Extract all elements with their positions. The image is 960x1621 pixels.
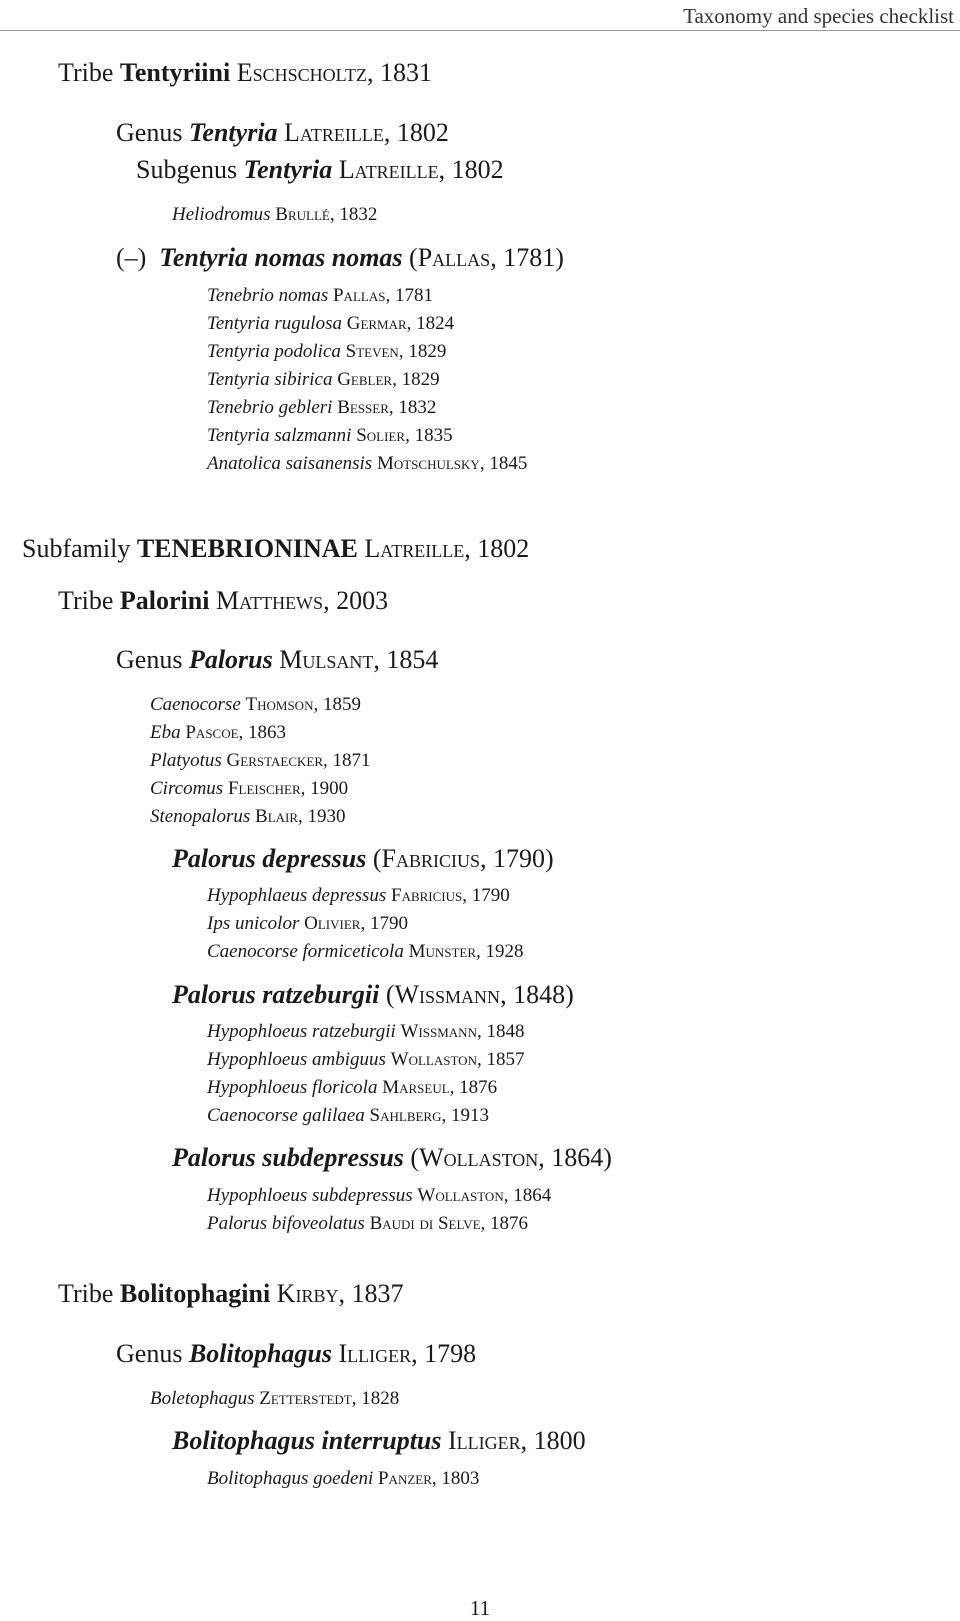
year: , 1832 (388, 397, 437, 418)
synonym-line (150, 750, 371, 772)
author: Marseul (382, 1077, 450, 1098)
author: Matthews (215, 586, 324, 615)
year: , 1829 (398, 341, 447, 362)
author: Wissmann (400, 1021, 477, 1042)
author: Eschscholtz (236, 58, 367, 87)
author: Latreille (338, 155, 439, 184)
paren-open: ( (409, 243, 418, 272)
author: Blair (255, 806, 299, 827)
taxon-name: Tentyria nomas nomas (159, 243, 403, 272)
synonym-name: Caenocorse (150, 694, 241, 715)
subfamily-heading (22, 534, 529, 564)
synonym-line (207, 285, 433, 307)
year: , 1845 (479, 453, 528, 474)
year: , 1913 (441, 1105, 489, 1126)
taxon-name: Palorini (119, 586, 210, 615)
year: , 1790 (360, 913, 408, 934)
synonym-line (207, 397, 436, 419)
synonym-name: Hypophloeus floricola (207, 1077, 378, 1098)
author: Motschulsky (376, 453, 480, 474)
author: Fabricius (381, 844, 480, 873)
author: Brullé (275, 204, 330, 225)
synonym-name: Palorus bifoveolatus (207, 1213, 365, 1234)
synonym-line (150, 778, 348, 800)
taxon-name: TENEBRIONINAE (136, 534, 358, 563)
synonym-line (207, 1077, 497, 1099)
year: , 1824 (406, 313, 455, 334)
year: , 1854 (373, 645, 439, 674)
year: , 1876 (480, 1213, 529, 1234)
year: , 1803 (431, 1468, 480, 1489)
author: Gebler (337, 369, 393, 390)
taxon-name: Bolitophagini (119, 1279, 271, 1308)
year: , 1864) (538, 1143, 612, 1172)
author: Sahlberg (369, 1105, 442, 1126)
species-palorus-subdepressus (172, 1143, 612, 1173)
header-rule (0, 30, 960, 31)
year: , 1857 (476, 1049, 525, 1070)
author: Pallas (332, 285, 386, 306)
author: Besser (337, 397, 389, 418)
taxon-name: Palorus ratzeburgii (172, 980, 380, 1009)
synonym-line (207, 913, 408, 935)
year: , 1832 (329, 204, 378, 225)
year: , 1848) (500, 980, 574, 1009)
rank-label: Subgenus (136, 155, 238, 184)
synonym-line (207, 341, 446, 363)
genus-palorus-heading (116, 645, 438, 675)
synonym-line (207, 1105, 489, 1127)
taxon-name: Palorus (188, 645, 273, 674)
synonym-line (150, 694, 361, 716)
synonym-name: Tentyria podolica (207, 341, 341, 362)
taxon-name: Palorus depressus (172, 844, 367, 873)
synonym-line (150, 1388, 399, 1410)
author: Fleischer (227, 778, 301, 799)
subgenus-tentyria-heading (136, 155, 504, 185)
paren-open: ( (372, 844, 382, 873)
year: , 1835 (405, 425, 453, 446)
synonym-name: Caenocorse formiceticola (207, 941, 404, 962)
species-bolitophagus-interruptus (172, 1426, 586, 1456)
synonym-name: Anatolica saisanensis (207, 453, 373, 474)
author: Wollaston (417, 1185, 504, 1206)
year: , 1876 (449, 1077, 498, 1098)
author: Gerstaecker (226, 750, 323, 771)
synonym-name: Hypophloeus ambiguus (207, 1049, 386, 1070)
taxon-name: Tentyriini (119, 58, 231, 87)
page-number: 11 (469, 1596, 491, 1620)
year: , 1900 (300, 778, 349, 799)
taxon-name: Bolitophagus (188, 1339, 332, 1368)
taxon-name: Bolitophagus interruptus (172, 1426, 442, 1455)
author: Steven (345, 341, 399, 362)
paren-open: ( (410, 1143, 420, 1172)
tribe-tentyriini-heading (58, 58, 432, 88)
synonym-name: Tenebrio gebleri (207, 397, 333, 418)
synonym-line (207, 1185, 551, 1207)
paren-open: ( (385, 980, 395, 1009)
status-mark: (–) (116, 243, 147, 272)
synonym-name: Circomus (150, 778, 224, 799)
synonym-name: Caenocorse galilaea (207, 1105, 365, 1126)
genus-tentyria-heading (116, 118, 449, 148)
author: Pascoe (185, 722, 239, 743)
author: Illiger (338, 1339, 412, 1368)
synonym-line (207, 1213, 528, 1235)
author: Illiger (448, 1426, 521, 1455)
synonym-name: Eba (150, 722, 181, 743)
taxon-name: Tentyria (188, 118, 278, 147)
year: , 1790) (479, 844, 554, 873)
author: Wissmann (394, 980, 501, 1009)
rank-label: Tribe (58, 586, 114, 615)
year: , 1800 (520, 1426, 586, 1455)
rank-label: Subfamily (22, 534, 131, 563)
year: , 1928 (476, 941, 524, 962)
taxon-name: Palorus subdepressus (172, 1143, 404, 1172)
tribe-palorini-heading (58, 586, 388, 616)
species-palorus-ratzeburgii (172, 980, 574, 1010)
rank-label: Genus (116, 645, 183, 674)
year: , 1871 (323, 750, 371, 771)
year: , 1781) (490, 243, 564, 272)
species-tentyria-nomas (116, 243, 564, 273)
year: , 1863 (238, 722, 287, 743)
synonym-name: Tentyria salzmanni (207, 425, 352, 446)
year: , 1930 (298, 806, 346, 827)
author: Wollaston (390, 1049, 477, 1070)
synonym-name: Hypophloeus ratzeburgii (207, 1021, 396, 1042)
synonym-name: Bolitophagus goedeni (207, 1468, 374, 1489)
author: Olivier (304, 913, 361, 934)
year: , 1802 (438, 155, 504, 184)
synonym-heliodromus (172, 204, 377, 226)
running-head: Taxonomy and species checklist (683, 4, 954, 28)
year: , 1828 (351, 1388, 400, 1409)
year: , 1790 (462, 885, 510, 906)
synonym-line (207, 313, 454, 335)
author: Baudi di Selve (369, 1213, 481, 1234)
year: , 1859 (313, 694, 361, 715)
author: Mulsant (279, 645, 374, 674)
taxon-name: Tentyria (243, 155, 333, 184)
genus-bolitophagus-heading (116, 1339, 476, 1369)
synonym-line (207, 453, 527, 475)
author: Panzer (377, 1468, 432, 1489)
author: Solier (356, 425, 406, 446)
synonym-line (207, 1049, 524, 1071)
synonym-line (207, 1021, 524, 1043)
year: , 1798 (411, 1339, 477, 1368)
synonym-name: Stenopalorus (150, 806, 251, 827)
synonym-name: Tentyria rugulosa (207, 313, 342, 334)
year: , 2003 (323, 586, 389, 615)
synonym-line (207, 885, 510, 907)
rank-label: Genus (116, 1339, 183, 1368)
synonym-name: Tenebrio nomas (207, 285, 329, 306)
author: Pallas (417, 243, 491, 272)
author: Thomson (245, 694, 314, 715)
synonym-name: Ips unicolor (207, 913, 300, 934)
synonym-name: Boletophagus (150, 1388, 255, 1409)
year: , 1837 (338, 1279, 404, 1308)
synonym-line (150, 806, 346, 828)
year: , 1781 (385, 285, 433, 306)
synonym-name: Hypophlaeus depressus (207, 885, 387, 906)
synonym-name: Platyotus (150, 750, 222, 771)
rank-label: Genus (116, 118, 183, 147)
author: Munster (408, 941, 477, 962)
synonym-name: Hypophloeus subdepressus (207, 1185, 413, 1206)
author: Kirby (276, 1279, 339, 1308)
rank-label: Tribe (58, 58, 114, 87)
author: Fabricius (391, 885, 463, 906)
author: Wollaston (419, 1143, 539, 1172)
author: Latreille (284, 118, 384, 147)
species-palorus-depressus (172, 844, 554, 874)
year: , 1802 (464, 534, 530, 563)
year: , 1864 (503, 1185, 552, 1206)
author: Zetterstedt (259, 1388, 352, 1409)
year: , 1829 (392, 369, 440, 390)
synonym-name: Tentyria sibirica (207, 369, 333, 390)
year: , 1848 (476, 1021, 525, 1042)
synonym-line (207, 1468, 479, 1490)
synonym-line (150, 722, 286, 744)
rank-label: Tribe (58, 1279, 114, 1308)
synonym-name: Heliodromus (172, 204, 271, 225)
author: Latreille (364, 534, 465, 563)
year: , 1802 (383, 118, 449, 147)
synonym-line (207, 425, 453, 447)
synonym-line (207, 941, 524, 963)
synonym-line (207, 369, 440, 391)
tribe-bolitophagini-heading (58, 1279, 403, 1309)
year: , 1831 (366, 58, 432, 87)
author: Germar (346, 313, 407, 334)
